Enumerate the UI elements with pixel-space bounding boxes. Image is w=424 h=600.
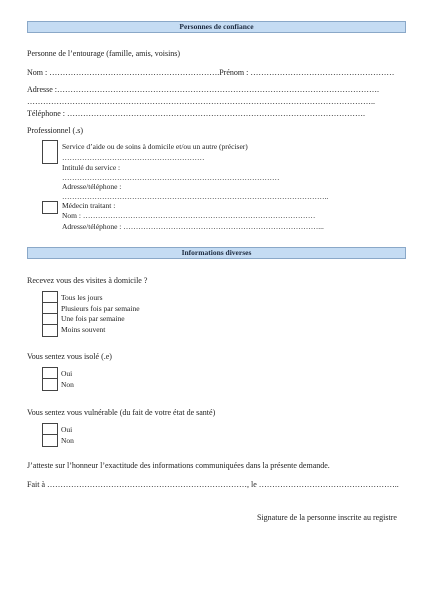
isole-checkbox-non[interactable] — [42, 378, 58, 391]
banner-personnes-de-confiance: Personnes de confiance — [27, 21, 406, 33]
intitule-label: Intitulé du service : — [62, 163, 121, 172]
adresse-field-line2[interactable]: ………………………………………………………………………………………………………………….. — [27, 97, 375, 106]
adresse-telephone-field[interactable]: …………………………………………………………………………………………….. — [62, 192, 329, 201]
visites-question: Recevez vous des visites à domicile ? — [27, 276, 148, 285]
entourage-heading: Personne de l’entourage (famille, amis, voisins) — [27, 49, 181, 58]
isole-question: Vous sentez vous isolé (.e) — [27, 352, 112, 361]
visites-option-label: Une fois par semaine — [61, 314, 125, 323]
vulnerable-checkbox-non[interactable] — [42, 434, 58, 447]
adresse-telephone-label: Adresse/téléphone : — [62, 182, 122, 191]
attestation-text: J’atteste sur l’honneur l’exactitude des informations communiquées dans la présente demande. — [27, 461, 330, 470]
service-field[interactable]: ………………………………………………… — [62, 153, 205, 162]
visites-checkbox-moins-souvent[interactable] — [42, 324, 58, 337]
service-label: Service d’aide ou de soins à domicile et/ou un autre (préciser) — [62, 142, 248, 151]
telephone-field[interactable]: Téléphone : …………………………………………………………………………………………………. — [27, 109, 365, 118]
visites-option-label: Tous les jours — [61, 293, 103, 302]
vulnerable-option-label: Non — [61, 436, 74, 445]
nom-prenom-field[interactable]: Nom : ……………………………………………………….Prénom : ……………………………………………… — [27, 68, 395, 77]
fait-a-le-field[interactable]: Fait à …………………………………………………………………, le …………………………………………….. — [27, 480, 399, 489]
intitule-field[interactable]: …………………………………………………………………………… — [62, 173, 280, 182]
medecin-nom-field[interactable]: Nom : ………………………………………………………………………………… — [62, 211, 316, 220]
signature-label: Signature de la personne inscrite au registre — [257, 513, 397, 522]
isole-option-label: Non — [61, 380, 74, 389]
vulnerable-option-label: Oui — [61, 425, 73, 434]
banner-informations-diverses: Informations diverses — [27, 247, 406, 259]
visites-option-label: Moins souvent — [61, 325, 106, 334]
adresse-field[interactable]: Adresse :…………………………………………………………………………………………………………. — [27, 85, 379, 94]
isole-option-label: Oui — [61, 369, 73, 378]
vulnerable-question: Vous sentez vous vulnérable (du fait de votre état de santé) — [27, 408, 216, 417]
medecin-label: Médecin traitant : — [62, 201, 116, 210]
service-checkbox[interactable] — [42, 140, 58, 164]
medecin-adresse-field[interactable]: Adresse/téléphone : ……………………………………………………………………... — [62, 222, 324, 231]
medecin-checkbox[interactable] — [42, 201, 58, 214]
professionnel-heading: Professionnel (.s) — [27, 126, 83, 135]
visites-option-label: Plusieurs fois par semaine — [61, 304, 140, 313]
